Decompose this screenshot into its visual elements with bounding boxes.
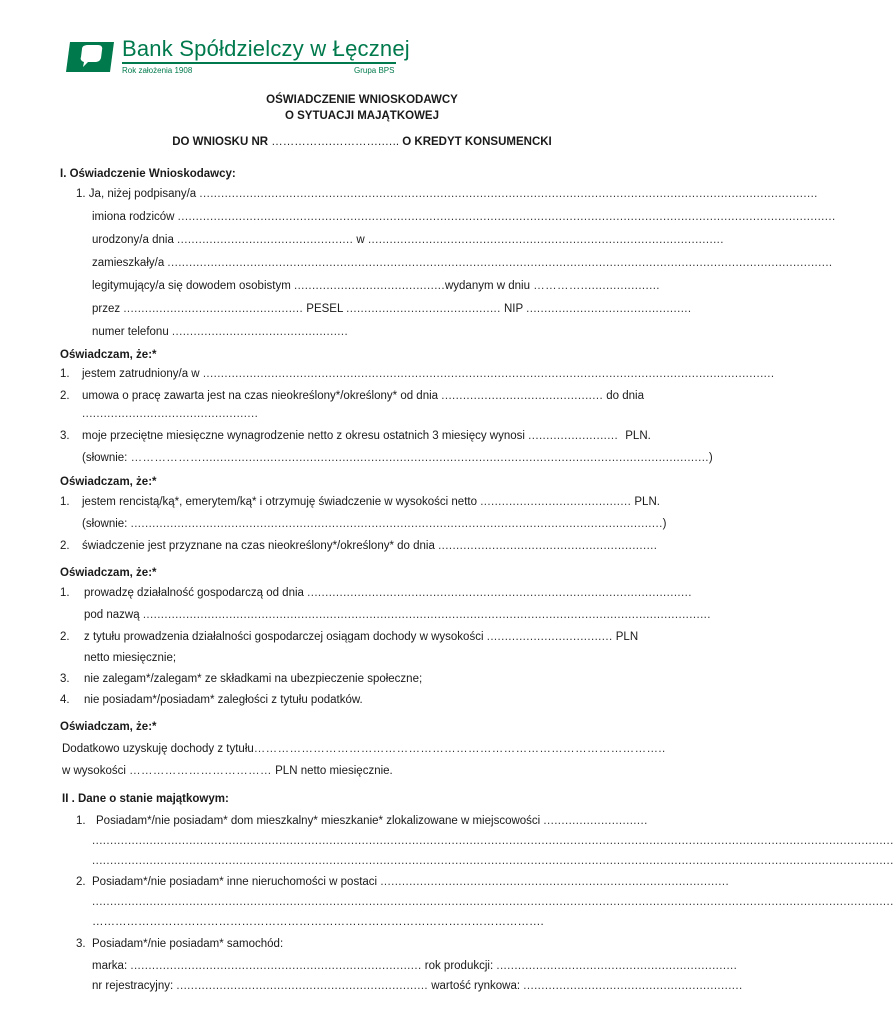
pension-term-field[interactable]: ............................................................. bbox=[438, 540, 658, 552]
pesel-field[interactable]: ........................................... bbox=[346, 303, 501, 315]
property-field[interactable]: ................................................................................................. bbox=[380, 876, 730, 888]
salary-words-row: (słownie: ……………….............................................................................................................................................) bbox=[82, 452, 713, 464]
group-text: Grupa BPS bbox=[354, 66, 395, 75]
issuer-field[interactable]: .................................................. bbox=[123, 303, 304, 315]
employer-row: 1. jestem zatrudniony/a w ............................................................................................................................................................... bbox=[60, 368, 775, 380]
business-income-field[interactable]: ................................... bbox=[486, 631, 613, 643]
car-row: 3. Posiadam*/nie posiadam* samochód: bbox=[76, 938, 284, 950]
application-number-field[interactable]: …………….………….….. bbox=[271, 136, 400, 148]
car-brand-row: marka: ................................................................................. rok produkcji: ................................................................... bbox=[92, 960, 738, 972]
salary-field[interactable]: ......................... bbox=[528, 430, 619, 442]
additional-amount-row: w wysokości ……………………………… PLN netto miesięcznie. bbox=[62, 765, 393, 777]
contract-to-field[interactable]: ................................................. bbox=[82, 408, 259, 420]
additional-source-field[interactable]: ………………………………………………………………………………………….. bbox=[253, 743, 666, 755]
additional-income-row: Dodatkowo uzyskuję dochody z tytułu………………………………………………………………………………………….. bbox=[62, 743, 666, 755]
additional-amount-field[interactable]: ……………………………… bbox=[129, 765, 272, 777]
property-extra-line-2[interactable]: ………………………………………………………………………………………………………. bbox=[92, 916, 544, 928]
founded-text: Rok założenia 1908 bbox=[122, 66, 193, 75]
section2-heading: II . Dane o stanie majątkowym: bbox=[62, 793, 229, 805]
subtitle-suffix: O KREDYT KONSUMENCKI bbox=[402, 136, 552, 148]
phone-row: numer telefonu ................................................. bbox=[92, 326, 349, 338]
employment-heading: Oświadczam, że:* bbox=[60, 349, 157, 361]
birth-row: urodzony/a dnia ................................................. w ................................................................................................... bbox=[92, 234, 724, 246]
business-monthly: netto miesięcznie; bbox=[84, 652, 177, 664]
business-name-row: pod nazwą .............................................................................................................................................................. bbox=[84, 609, 711, 621]
pension-heading: Oświadczam, że:* bbox=[60, 476, 157, 488]
id-number-field[interactable]: .......................................... bbox=[293, 280, 445, 292]
title-line-2: O SYTUACJI MAJĄTKOWEJ bbox=[285, 110, 439, 122]
business-start-field[interactable]: ........................................................................................................... bbox=[307, 587, 692, 599]
parents-row: imiona rodziców ....................................................................................................................................................................................... bbox=[92, 211, 836, 223]
phone-field[interactable]: ................................................. bbox=[171, 326, 349, 338]
house-row: 1. Posiadam*/nie posiadam* dom mieszkalny* mieszkanie* zlokalizowane w miejscowości ............................. bbox=[76, 815, 648, 827]
car-value-field[interactable]: ............................................................. bbox=[523, 980, 743, 992]
house-extra-line-2[interactable]: ............................................................................................................................................................................................................................... bbox=[92, 855, 894, 867]
house-extra-line-1[interactable]: ............................................................................................................................................................................................................................... bbox=[92, 835, 894, 847]
pension-row: 1. jestem rencistą/ką*, emerytem/ką* i otrzymuję świadczenie w wysokości netto .......................................... PLN. bbox=[60, 496, 660, 508]
id-row: legitymujący/a się dowodem osobistym ..........................................wydanym w dniu …………...................... bbox=[92, 280, 660, 292]
bank-logo-icon bbox=[66, 40, 118, 74]
property-extra-line-1[interactable]: ............................................................................................................................................................................................................................... bbox=[92, 896, 894, 908]
house-location-field[interactable]: ............................. bbox=[543, 815, 648, 827]
tax-row: 4. nie posiadam*/posiadam* zaległości z tytułu podatków. bbox=[60, 694, 363, 706]
name-field[interactable]: ............................................................................................................................................................................ bbox=[199, 188, 818, 200]
name-row: 1. Ja, niżej podpisany/a ............................................................................................................................................................................ bbox=[76, 188, 818, 200]
car-year-field[interactable]: ................................................................... bbox=[496, 960, 738, 972]
contract-row: 2. umowa o pracę zawarta jest na czas nieokreślony*/określony* od dnia ............................................. do dnia bbox=[60, 390, 644, 402]
salary-row: 3. moje przeciętne miesięczne wynagrodzenie netto z okresu ostatnich 3 miesięcy wynosi ......................... PLN. bbox=[60, 430, 651, 442]
nip-field[interactable]: .............................................. bbox=[526, 303, 692, 315]
car-brand-field[interactable]: ................................................................................. bbox=[130, 960, 422, 972]
property-row: 2. Posiadam*/nie posiadam* inne nieruchomości w postaci ................................................................................................. bbox=[76, 876, 730, 888]
application-number-line bbox=[0, 136, 724, 148]
parents-field[interactable]: ....................................................................................................................................................................................... bbox=[177, 211, 836, 223]
section1-heading: I. Oświadczenie Wnioskodawcy: bbox=[60, 168, 236, 180]
pension-term-row: 2. świadczenie jest przyznane na czas nieokreślony*/określony* do dnia ............................................................. bbox=[60, 540, 658, 552]
additional-heading: Oświadczam, że:* bbox=[60, 721, 157, 733]
logo-divider bbox=[122, 62, 396, 64]
business-start-row: 1. prowadzę działalność gospodarczą od dnia ........................................................................................................... bbox=[60, 587, 692, 599]
business-heading: Oświadczam, że:* bbox=[60, 567, 157, 579]
birth-place-field[interactable]: ................................................................................................... bbox=[367, 234, 724, 246]
pension-words-field[interactable]: .................................................................................................................................................... bbox=[130, 518, 663, 530]
title-line-1: OŚWIADCZENIE WNIOSKODAWCY bbox=[266, 94, 458, 106]
business-income-row: 2. z tytułu prowadzenia działalności gospodarczej osiągam dochody w wysokości ................................... PLN bbox=[60, 631, 639, 643]
issuer-row: przez .................................................. PESEL ........................................... NIP .............................................. bbox=[92, 303, 692, 315]
subtitle-prefix: DO WNIOSKU NR bbox=[172, 136, 269, 148]
birth-date-field[interactable]: ................................................. bbox=[177, 234, 354, 246]
pension-amount-field[interactable]: .......................................... bbox=[480, 496, 632, 508]
pension-words-row: (słownie: ....................................................................................................................................................) bbox=[82, 518, 667, 530]
car-reg-field[interactable]: ...................................................................... bbox=[176, 980, 429, 992]
address-field[interactable]: ......................................................................................................................................................................................... bbox=[167, 257, 833, 269]
business-name-field[interactable]: .............................................................................................................................................................. bbox=[142, 609, 711, 621]
issue-date-field[interactable]: …………...................... bbox=[533, 280, 660, 292]
bank-name: Bank Spółdzielczy w Łęcznej bbox=[122, 36, 410, 61]
employer-field[interactable]: ............................................................................................................................................................... bbox=[202, 368, 775, 380]
address-row: zamieszkały/a ......................................................................................................................................................................................... bbox=[92, 257, 833, 269]
contract-from-field[interactable]: ............................................. bbox=[441, 390, 604, 402]
car-reg-row: nr rejestracyjny: ...................................................................... wartość rynkowa: ............................................................. bbox=[92, 980, 743, 992]
zus-row: 3. nie zalegam*/zalegam* ze składkami na ubezpieczenie społeczne; bbox=[60, 673, 423, 685]
salary-words-field[interactable]: ………………............................................................................................................................................. bbox=[130, 452, 709, 464]
